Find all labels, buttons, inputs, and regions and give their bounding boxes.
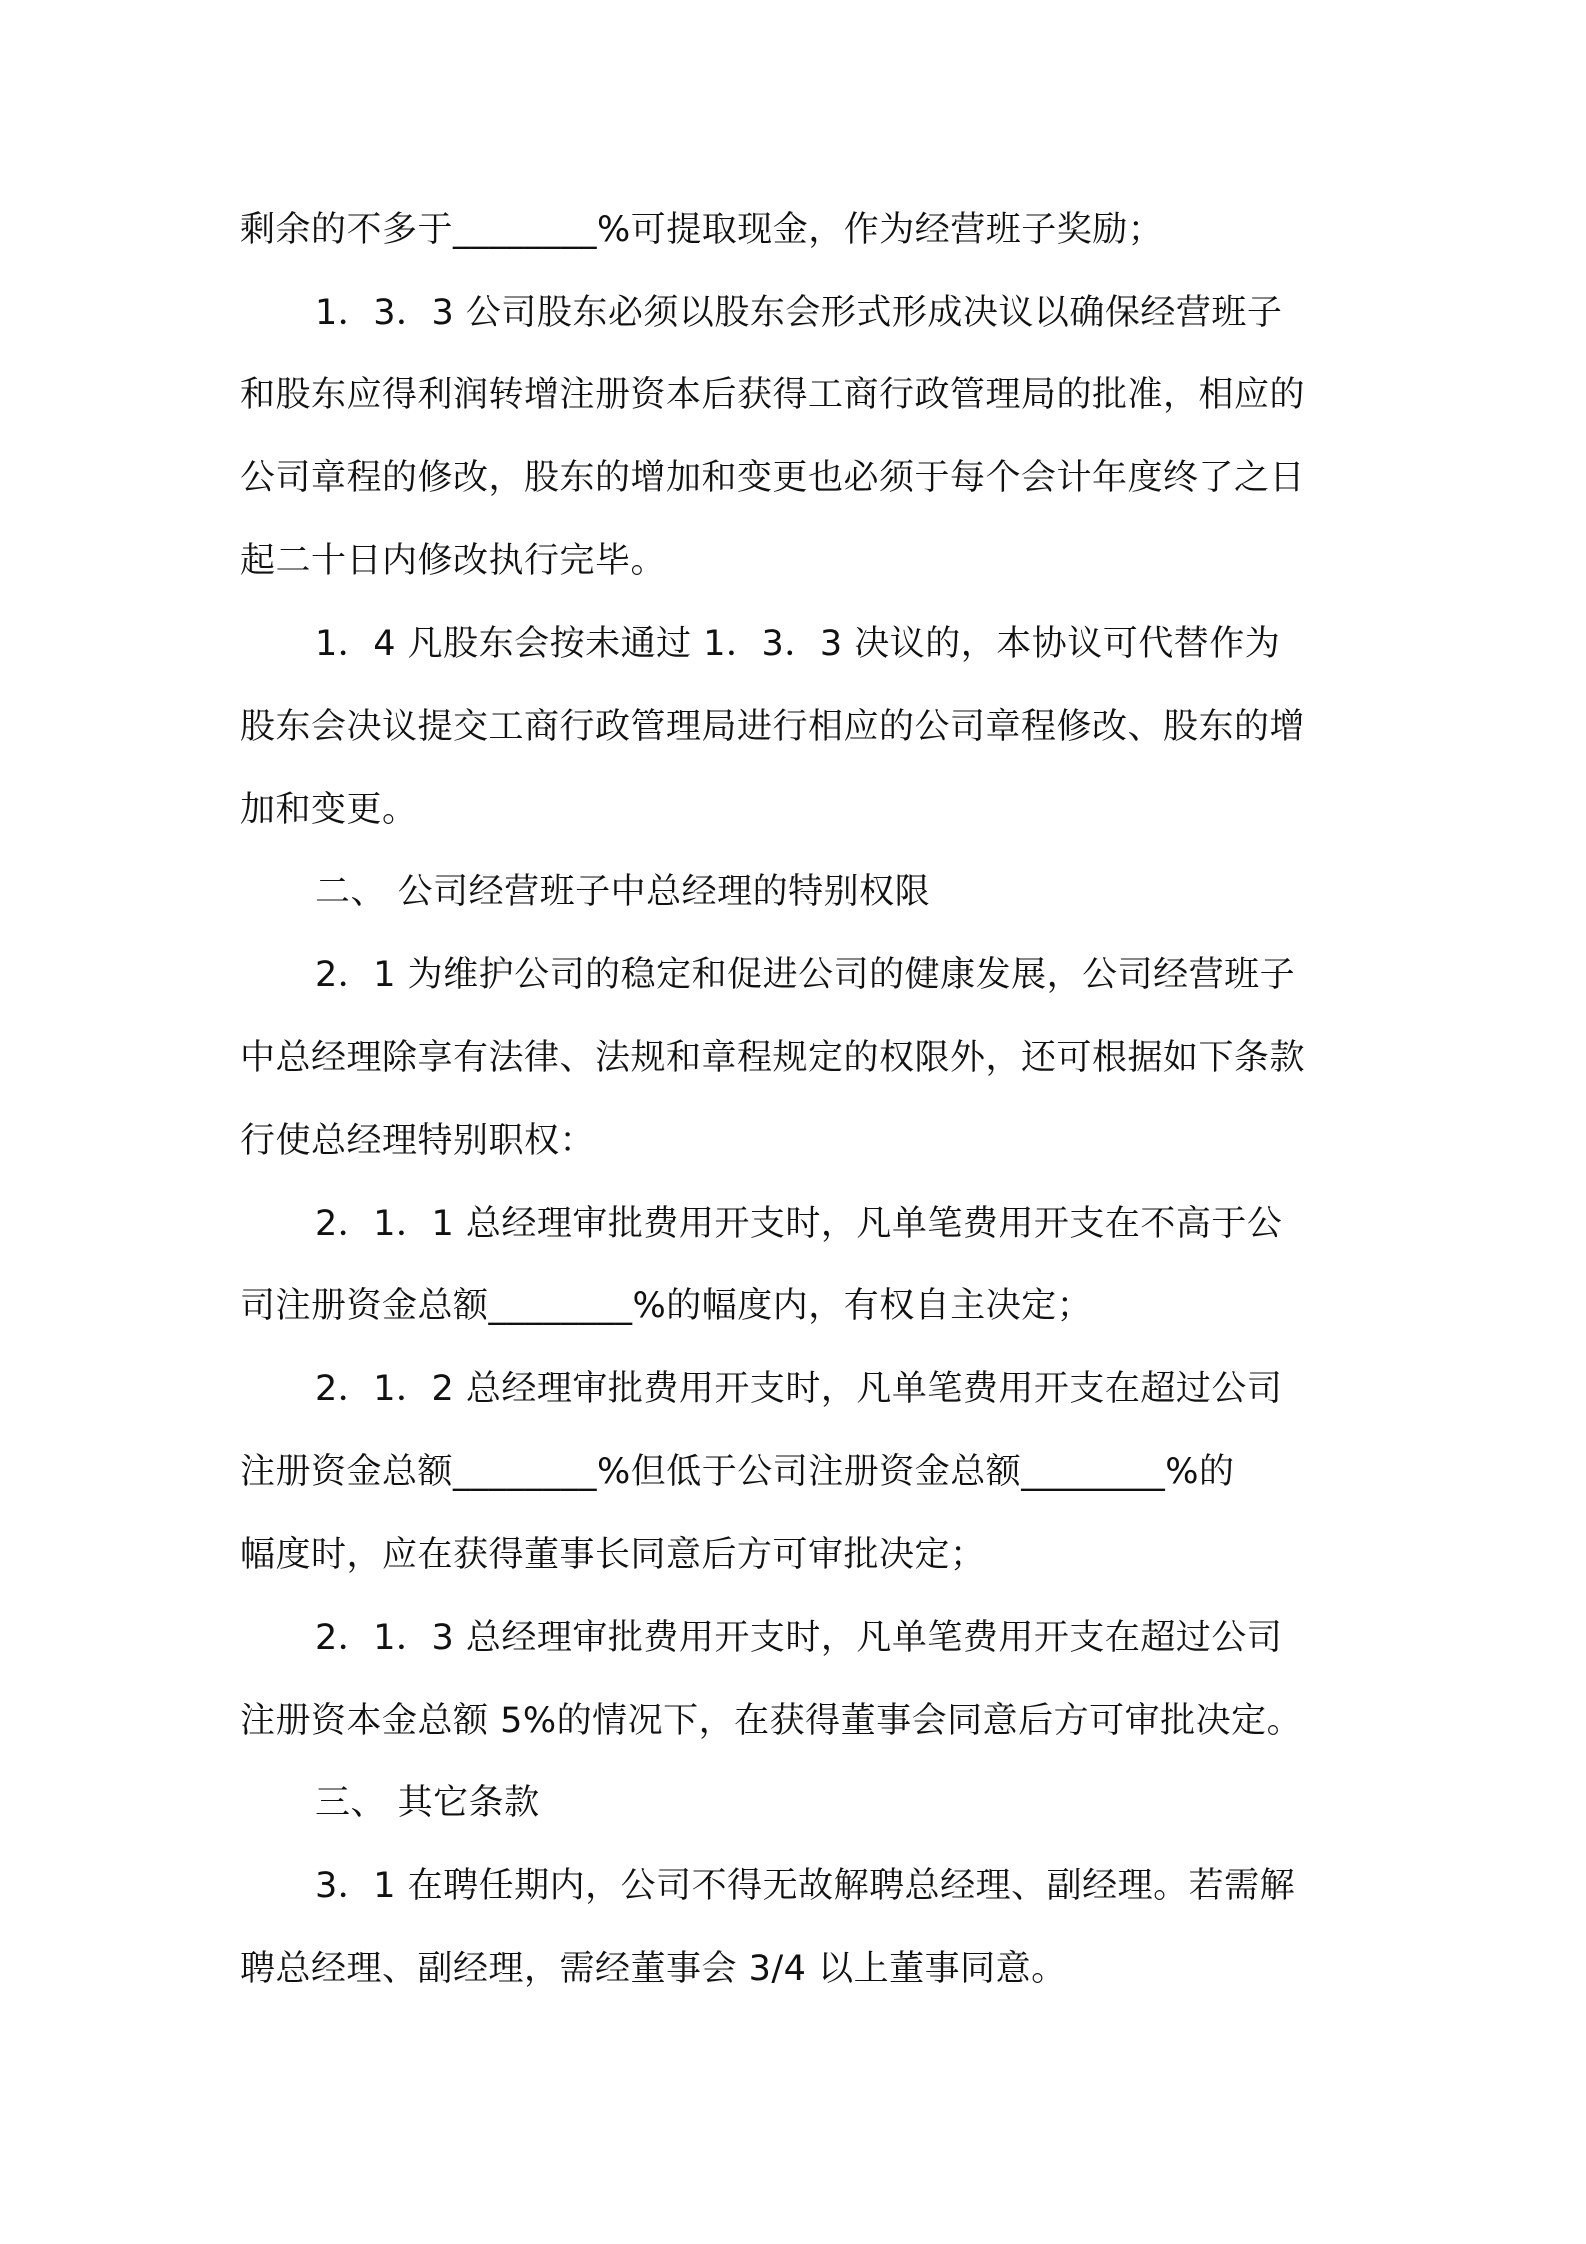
clause-2-1: 2．1 为维护公司的稳定和促进公司的健康发展，公司经营班子 <box>315 955 1296 995</box>
clause-2-1-2: 2．1．2 总经理审批费用开支时，凡单笔费用开支在超过公司 <box>315 1369 1283 1409</box>
text-line: 公司章程的修改，股东的增加和变更也必须于每个会计年度终了之日 <box>240 458 1306 498</box>
text-line: 司注册资金总额________%的幅度内，有权自主决定； <box>240 1286 1093 1326</box>
clause-1-4: 1．4 凡股东会按未通过 1．3．3 决议的，本协议可代替作为 <box>315 624 1281 664</box>
text-line: 注册资本金总额 5%的情况下，在获得董事会同意后方可审批决定。 <box>240 1701 1303 1741</box>
clause-3-1: 3．1 在聘任期内，公司不得无故解聘总经理、副经理。若需解 <box>315 1866 1296 1906</box>
text-line: 中总经理除享有法律、法规和章程规定的权限外，还可根据如下条款 <box>240 1038 1306 1078</box>
text-line: 加和变更。 <box>240 790 418 830</box>
clause-1-3-3: 1．3．3 公司股东必须以股东会形式形成决议以确保经营班子 <box>315 293 1283 333</box>
text-line: 行使总经理特别职权： <box>240 1121 596 1161</box>
text-line: 股东会决议提交工商行政管理局进行相应的公司章程修改、股东的增 <box>240 707 1306 747</box>
text-line: 幅度时，应在获得董事长同意后方可审批决定； <box>240 1535 986 1575</box>
clause-2-1-1: 2．1．1 总经理审批费用开支时，凡单笔费用开支在不高于公 <box>315 1204 1283 1244</box>
text-line: 和股东应得利润转增注册资本后获得工商行政管理局的批准，相应的 <box>240 375 1306 415</box>
section-heading-3: 三、 其它条款 <box>315 1783 540 1823</box>
clause-2-1-3: 2．1．3 总经理审批费用开支时，凡单笔费用开支在超过公司 <box>315 1618 1283 1658</box>
text-line: 起二十日内修改执行完毕。 <box>240 541 667 581</box>
text-line: 剩余的不多于________%可提取现金，作为经营班子奖励； <box>240 210 1164 250</box>
section-heading-2: 二、 公司经营班子中总经理的特别权限 <box>315 872 931 912</box>
text-line: 聘总经理、副经理，需经董事会 3/4 以上董事同意。 <box>240 1949 1067 1989</box>
text-line: 注册资金总额________%但低于公司注册资金总额________%的 <box>240 1452 1235 1492</box>
